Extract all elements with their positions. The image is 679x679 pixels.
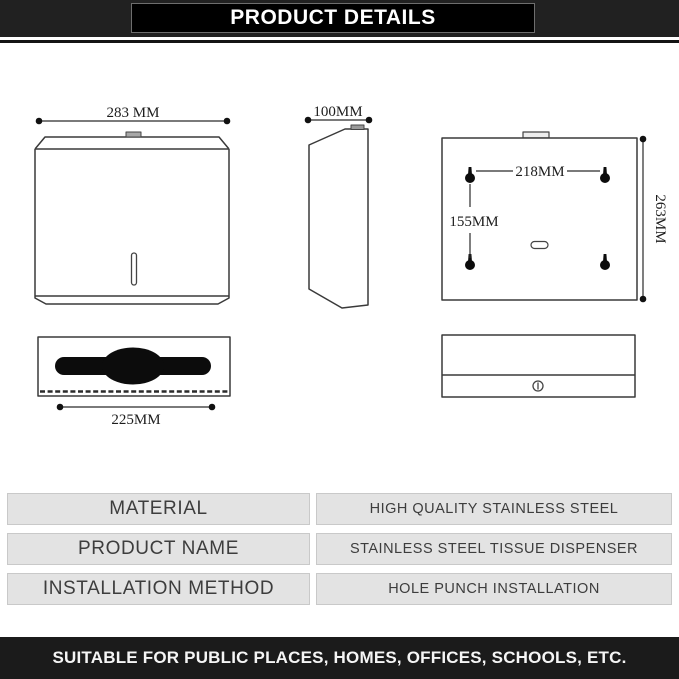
front-top-bevel (35, 137, 229, 149)
spec-label-material: MATERIAL (7, 493, 310, 525)
dim-dot (305, 117, 312, 124)
bottom-view-drawing (38, 337, 230, 410)
dim-dot (640, 136, 647, 143)
keyhole-top-left (465, 173, 475, 183)
keyhole-top-right (600, 173, 610, 183)
spec-label-installation-method: INSTALLATION METHOD (7, 573, 310, 605)
keyhole-bottom-right (600, 260, 610, 270)
front-latch-tab (126, 132, 141, 137)
spec-table (7, 493, 672, 613)
dim-dot (36, 118, 43, 125)
side-depth-label: 100MM (313, 104, 363, 120)
table-row (7, 493, 672, 525)
back-slot (531, 242, 548, 249)
back-hanger-tab (523, 132, 549, 138)
spec-value-installation-method: HOLE PUNCH INSTALLATION (316, 573, 672, 605)
back-height-label: 263MM (652, 194, 668, 244)
dim-dot (366, 117, 373, 124)
dim-dot (224, 118, 231, 125)
spec-value-product-name: STAINLESS STEEL TISSUE DISPENSER (316, 533, 672, 565)
hole-spacing-vertical-label: 155MM (449, 214, 499, 230)
opening-width-label: 225MM (111, 412, 161, 428)
side-profile-outline (309, 129, 368, 308)
hole-spacing-horizontal-label: 218MM (515, 164, 565, 180)
front-keyhole-slot (132, 253, 137, 285)
top-view-drawing (442, 335, 635, 397)
spec-label-product-name: PRODUCT NAME (7, 533, 310, 565)
page-title: PRODUCT DETAILS (230, 6, 436, 29)
footer-suitability-text: SUITABLE FOR PUBLIC PLACES, HOMES, OFFICES, SCHOOLS, ETC. (52, 648, 627, 667)
keyhole-bottom-left (465, 260, 475, 270)
opening-bulge (102, 348, 164, 385)
side-latch-tab (351, 125, 364, 130)
table-row (7, 573, 672, 605)
front-view-drawing (35, 118, 230, 304)
front-width-label: 283 MM (106, 105, 160, 121)
dim-dot (640, 296, 647, 303)
dim-dot (209, 404, 216, 411)
footer-banner (0, 637, 679, 679)
side-view-drawing (305, 117, 373, 308)
table-row (7, 533, 672, 565)
front-bottom-bevel (35, 296, 229, 304)
spec-value-material: HIGH QUALITY STAINLESS STEEL (316, 493, 672, 525)
dim-dot (57, 404, 64, 411)
